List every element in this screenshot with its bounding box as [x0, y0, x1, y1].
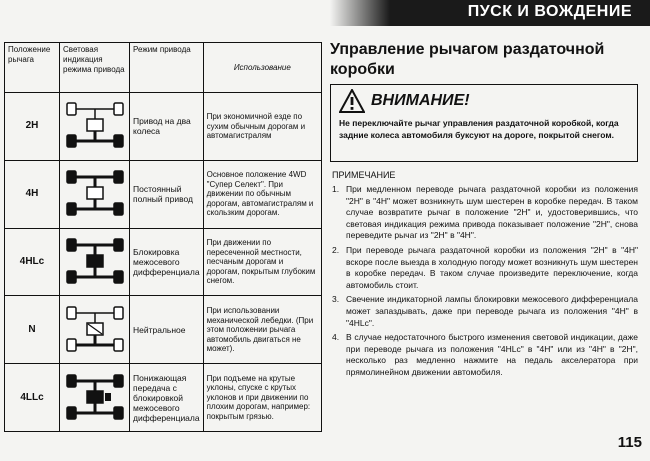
position-n: N: [5, 296, 60, 364]
note-number: 2.: [332, 244, 340, 255]
use-text: При использовании механической лебедки. (При этом положении рычага автомобиль двигаться не может).: [203, 296, 321, 364]
mode-label: Блокировка межосевого дифференциала: [130, 228, 204, 296]
position-4llc: 4LLc: [5, 364, 60, 432]
use-text: При движении по пересеченной местности, песчаным дорогам и дорогам, покрытым глубоким снегом.: [203, 228, 321, 296]
mode-label: Нейтральное: [130, 296, 204, 364]
warning-text: Не переключайте рычаг управления раздаточной коробкой, когда задние колеса автомобиля буксуют на дороге, покрытой снегом.: [339, 118, 619, 140]
table-row: [5, 93, 322, 161]
drive-indicator-icon: [64, 97, 126, 153]
drive-indicator-icon: [64, 301, 126, 357]
section-header-title: ПУСК И ВОЖДЕНИЕ: [467, 3, 632, 20]
header-position: Положение рычага: [5, 43, 60, 93]
table-header-row: [5, 43, 322, 93]
table-row: [5, 364, 322, 432]
header-indicator: Световая индикация режима привода: [60, 43, 130, 93]
mode-label: Привод на два колеса: [130, 93, 204, 161]
note-title: ПРИМЕЧАНИЕ: [332, 170, 396, 180]
drive-modes-table: [4, 42, 322, 432]
list-item: [332, 245, 638, 291]
warning-triangle-icon: [339, 89, 365, 113]
drive-indicator-icon: [64, 369, 126, 425]
use-text: Основное положение 4WD "Супер Селект". При движении по обычным дорогам, автомагистралям и скользким дорогам.: [203, 160, 321, 228]
use-text: При экономичной езде по сухим обычным дорогам и автомагистралям: [203, 93, 321, 161]
use-text: При подъеме на крутые уклоны, спуске с крутых уклонов и при движении по плохим дорогам, например: покрытым грязью.: [203, 364, 321, 432]
header-use: Использование: [203, 43, 321, 93]
note-text: При переводе рычага раздаточной коробки из положения "2H" в "4H" вскоре после выезда в холодную погоду может возникнуть шум шестерен в коробке передач. В таком случае произведите переключение, когда автомобиль стоит.: [346, 244, 638, 290]
drive-indicator-icon: [64, 233, 126, 289]
table-row: [5, 228, 322, 296]
drive-indicator-icon: [64, 165, 126, 221]
note-text: Свечение индикаторной лампы блокировки межосевого дифференциала может запаздывать, даже при переводе рычага из положения "4H" в "4HLc".: [346, 294, 638, 328]
section-title: Управление рычагом раздаточной коробки: [330, 41, 605, 78]
position-4hlc: 4HLc: [5, 228, 60, 296]
mode-label: Постоянный полный привод: [130, 160, 204, 228]
position-2h: 2H: [5, 93, 60, 161]
warning-title: ВНИМАНИЕ!: [371, 92, 470, 109]
table-row: [5, 160, 322, 228]
header-bar: [330, 0, 650, 26]
warning-box: [330, 84, 638, 162]
page-number: 115: [617, 434, 642, 451]
header-mode: Режим привода: [130, 43, 204, 93]
note-text: При медленном переводе рычага раздаточной коробки из положения "2H" в "4H" может возникнуть шум шестерен в коробке передач. В таком случае возвратите рычаг в положение "2H" и, удостоверившись, что световая индикация режима привода показывает положение "2H", снова переведите рычаг из "2H" в "4H".: [346, 184, 638, 241]
position-4h: 4H: [5, 160, 60, 228]
list-item: [332, 184, 638, 242]
list-item: [332, 294, 638, 329]
note-number: 4.: [332, 332, 340, 343]
note-number: 3.: [332, 294, 340, 305]
mode-label: Понижающая передача с блокировкой межосевого дифференциала: [130, 364, 204, 432]
note-number: 1.: [332, 184, 340, 194]
table-row: [5, 296, 322, 364]
note-text: В случае недостаточного быстрого изменения световой индикации, даже при переводе рычага из положения "4HLc" в "4H" или из "4H" в "2H", несколько раз медленно нажмите на педаль акселератора при прямолинейном движении автомобиля.: [346, 332, 638, 377]
notes-list: [332, 184, 638, 382]
list-item: [332, 332, 638, 378]
